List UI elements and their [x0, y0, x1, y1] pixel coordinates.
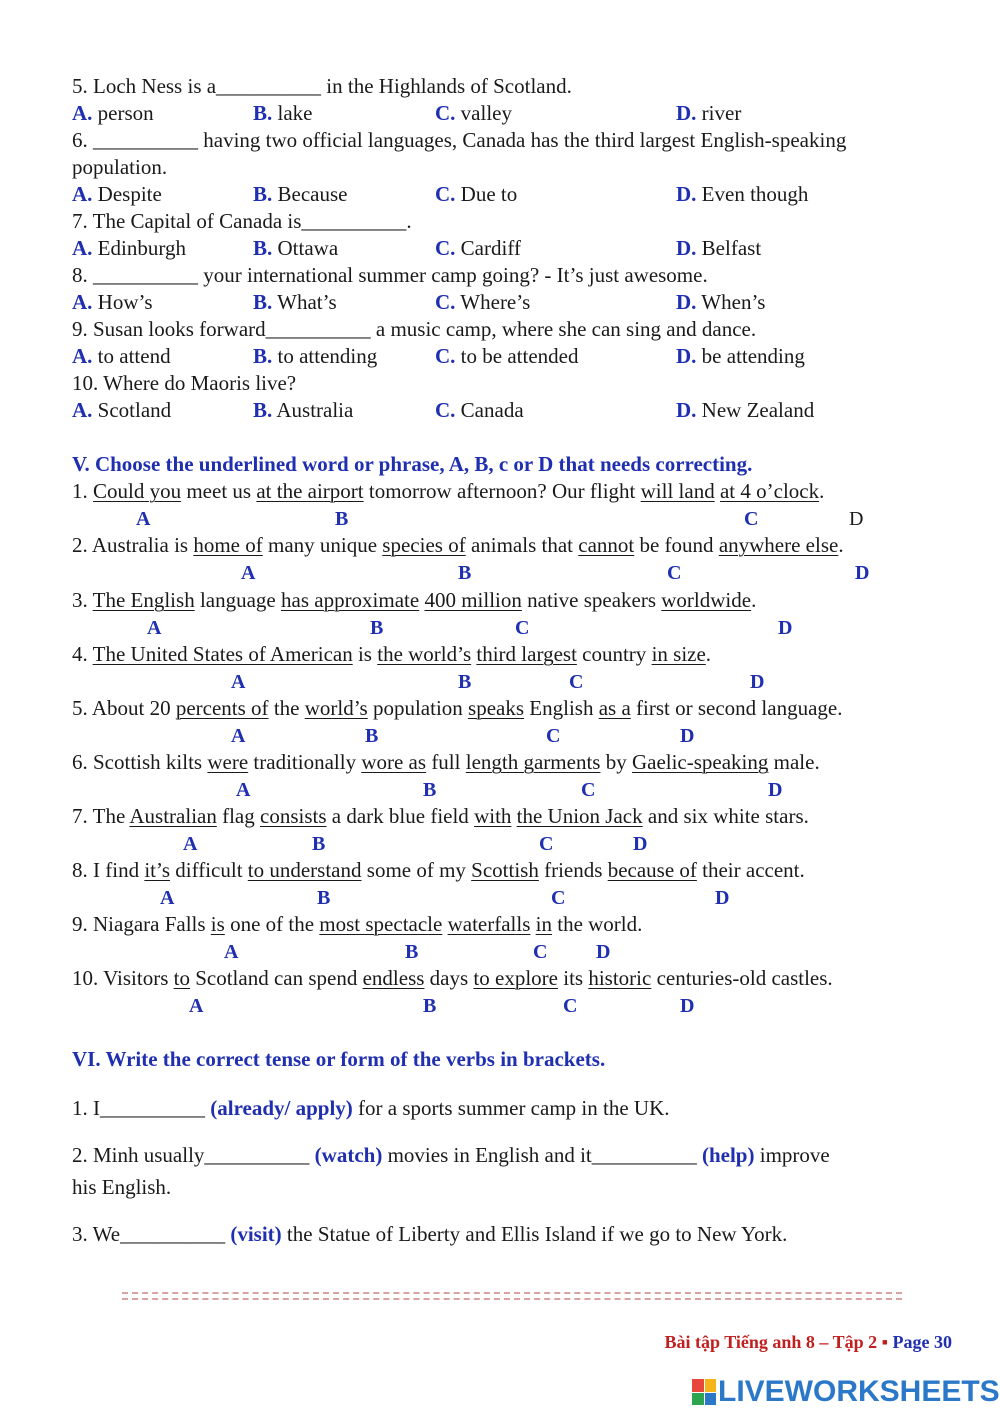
error-item-2: 2. Australia is home of many unique species of animals that cannot be found anywhere else.: [72, 533, 844, 557]
footer-divider: [122, 1292, 902, 1300]
item-4-label-c: C: [569, 671, 584, 693]
item-10-label-b: B: [423, 995, 437, 1017]
item-1-label-a: A: [136, 508, 151, 530]
item-3-label-d: D: [778, 617, 793, 639]
error-item-4: 4. The United States of American is the world’s third largest country in size.: [72, 642, 712, 666]
q7-option-d: D. Belfast: [676, 236, 762, 260]
q9-option-d: D. be attending: [676, 344, 805, 368]
q7-option-c: C. Cardiff: [435, 236, 521, 260]
item-10-label-a: A: [189, 995, 204, 1017]
q10-option-a: A. Scotland: [72, 398, 172, 422]
question-10: 10. Where do Maoris live?: [72, 371, 297, 395]
q8-option-b: B. What’s: [253, 290, 337, 314]
q8-option-d: D. When’s: [676, 290, 766, 314]
item-2-label-c: C: [667, 562, 682, 584]
error-item-7: 7. The Australian flag consists a dark blue field with the Union Jack and six white stars.: [72, 804, 809, 828]
liveworksheets-logo: [692, 1375, 1000, 1409]
verb-question-3: 3. We__________ (visit) the Statue of Liberty and Ellis Island if we go to New York.: [72, 1222, 788, 1246]
item-7-label-b: B: [312, 833, 326, 855]
item-7-label-c: C: [539, 833, 554, 855]
item-3-label-b: B: [370, 617, 384, 639]
q6-option-b: B. Because: [253, 182, 348, 206]
verb-question-1: 1. I__________ (already/ apply) for a sports summer camp in the UK.: [72, 1096, 670, 1120]
item-4-label-a: A: [231, 671, 246, 693]
item-1-label-b: B: [335, 508, 349, 530]
item-10-label-c: C: [563, 995, 578, 1017]
q6-option-a: A. Despite: [72, 182, 162, 206]
item-6-label-d: D: [768, 779, 783, 801]
section-vi-heading: VI. Write the correct tense or form of the verbs in brackets.: [72, 1047, 606, 1071]
item-6-label-a: A: [236, 779, 251, 801]
verb-question-2: 2. Minh usually__________ (watch) movies in English and it__________ (help) improve: [72, 1143, 830, 1167]
q7-option-b: B. Ottawa: [253, 236, 339, 260]
item-2-label-d: D: [855, 562, 870, 584]
item-3-label-a: A: [147, 617, 162, 639]
item-2-label-a: A: [241, 562, 256, 584]
item-3-label-c: C: [515, 617, 530, 639]
item-8-label-d: D: [715, 887, 730, 909]
question-7: 7. The Capital of Canada is__________.: [72, 209, 412, 233]
q8-option-c: C. Where’s: [435, 290, 531, 314]
q7-option-a: A. Edinburgh: [72, 236, 186, 260]
error-item-8: 8. I find it’s difficult to understand some of my Scottish friends because of their accent.: [72, 858, 805, 882]
q5-option-d: D. river: [676, 101, 742, 125]
q6-option-d: D. Even though: [676, 182, 809, 206]
q5-option-b: B. lake: [253, 101, 313, 125]
q5-option-c: C. valley: [435, 101, 512, 125]
error-item-3: 3. The English language has approximate 400 million native speakers worldwide.: [72, 588, 757, 612]
page-number: Page 30: [892, 1332, 952, 1352]
item-9-label-a: A: [224, 941, 239, 963]
q9-option-b: B. to attending: [253, 344, 378, 368]
item-5-label-b: B: [365, 725, 379, 747]
question-6-cont: population.: [72, 155, 168, 179]
brand-name: LIVEWORKSHEETS: [718, 1375, 1000, 1408]
book-title: Bài tập Tiếng anh 8 – Tập 2 ▪: [664, 1332, 893, 1352]
item-9-label-b: B: [405, 941, 419, 963]
question-6: 6. __________ having two official languages, Canada has the third largest English-speaking: [72, 128, 847, 152]
item-7-label-a: A: [183, 833, 198, 855]
item-8-label-c: C: [551, 887, 566, 909]
item-5-label-c: C: [546, 725, 561, 747]
question-5: 5. Loch Ness is a__________ in the Highlands of Scotland.: [72, 74, 572, 98]
error-item-10: 10. Visitors to Scotland can spend endless days to explore its historic centuries-old castles.: [72, 966, 833, 990]
item-9-label-c: C: [533, 941, 548, 963]
item-2-label-b: B: [458, 562, 472, 584]
error-item-5: 5. About 20 percents of the world’s population speaks English as a first or second language.: [72, 696, 843, 720]
q10-option-c: C. Canada: [435, 398, 524, 422]
item-1-label-c: C: [744, 508, 759, 530]
q9-option-c: C. to be attended: [435, 344, 579, 368]
item-6-label-c: C: [581, 779, 596, 801]
q5-option-a: A. person: [72, 101, 154, 125]
q8-option-a: A. How’s: [72, 290, 153, 314]
item-9-label-d: D: [596, 941, 611, 963]
item-1-label-d: D: [849, 508, 864, 530]
question-8: 8. __________ your international summer camp going? - It’s just awesome.: [72, 263, 708, 287]
error-item-1: 1. Could you meet us at the airport tomorrow afternoon? Our flight will land at 4 o’clock.: [72, 479, 825, 503]
item-4-label-d: D: [750, 671, 765, 693]
question-9: 9. Susan looks forward__________ a music camp, where she can sing and dance.: [72, 317, 757, 341]
section-v-heading: V. Choose the underlined word or phrase, A, B, c or D that needs correcting.: [72, 452, 753, 476]
item-6-label-b: B: [423, 779, 437, 801]
q6-option-c: C. Due to: [435, 182, 518, 206]
item-10-label-d: D: [680, 995, 695, 1017]
q9-option-a: A. to attend: [72, 344, 171, 368]
item-8-label-b: B: [317, 887, 331, 909]
item-8-label-a: A: [160, 887, 175, 909]
error-item-6: 6. Scottish kilts were traditionally wore as full length garments by Gaelic-speaking male.: [72, 750, 820, 774]
q10-option-b: B. Australia: [253, 398, 354, 422]
q10-option-d: D. New Zealand: [676, 398, 815, 422]
verb-question-2-cont: his English.: [72, 1175, 172, 1199]
item-5-label-d: D: [680, 725, 695, 747]
item-7-label-d: D: [633, 833, 648, 855]
page-footer: [665, 1332, 952, 1353]
item-4-label-b: B: [458, 671, 472, 693]
item-5-label-a: A: [231, 725, 246, 747]
liveworksheets-icon: [692, 1379, 716, 1405]
error-item-9: 9. Niagara Falls is one of the most spectacle waterfalls in the world.: [72, 912, 643, 936]
